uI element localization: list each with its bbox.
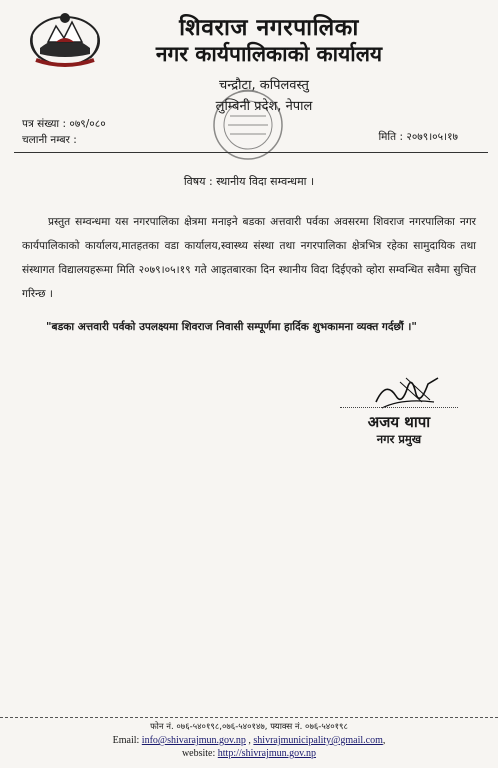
address-line-2: लुम्बिनी प्रदेश, नेपाल: [215, 99, 313, 114]
footer-divider: [0, 717, 498, 718]
footer-phone: फोन नं. ०७६-५४०१९८,०७६-५४०१४७, फ्याक्स नं. ०७६-५४०१९८: [150, 722, 348, 732]
website-link[interactable]: http://shivrajmun.gov.np: [217, 748, 317, 759]
footer-email-line: [0, 734, 498, 747]
email-label: Email:: [112, 735, 142, 746]
office-title: नगर कार्यपालिकाको कार्यालय: [155, 42, 383, 66]
header-divider: [14, 152, 488, 153]
footer: [0, 721, 498, 760]
website-label: website:: [181, 748, 218, 759]
greeting-message: "बडका अत्तवारी पर्वको उपलक्ष्यमा शिवराज निवासी सम्पूर्णमा हार्दिक शुभकामना व्यक्त गर्दछौं ।": [46, 321, 417, 333]
letter-number: पत्र संख्या : ०७९/०८०: [22, 118, 106, 130]
dispatch-number: चलानी नम्बर :: [22, 134, 77, 146]
subject-line: विषय : स्थानीय विदा सम्वन्धमा ।: [183, 175, 315, 188]
address-line-1: चन्द्रौटा, कपिलवस्तु: [219, 78, 309, 93]
email-separator: ,: [245, 735, 254, 746]
reference-block: [22, 116, 106, 148]
municipality-title: शिवराज नगरपालिका: [179, 15, 359, 41]
footer-website-line: [0, 747, 498, 760]
letter-body: प्रस्तुत सम्वन्धमा यस नगरपालिका क्षेत्रमा मनाइने बडका अत्तवारी पर्वका अवसरमा शिवराज नगरपालिका नगर कार्यपालिकाको कार्यालय,मातहतका वडा कार्यालय,स्वास्थ्य संस्था तथा नगरपालिका क्षेत्रभित्र रहेका सामुदायिक तथा संस्थागत विद्यालयहरूमा मिति २०७९।०५।१९ गते आइतबारका दिन स्थानीय विदा दिईएको व्होरा सम्वन्धित सवैमा सुचित गरिन्छ ।: [22, 216, 476, 300]
email-end: ,: [382, 735, 386, 746]
letter-date: मिति : २०७९।०५।१७: [378, 131, 458, 143]
handwritten-signature: [372, 372, 442, 412]
email-link-info[interactable]: info@shivarajmun.gov.np: [141, 735, 246, 746]
signature-line: [340, 407, 458, 408]
signatory-name: अजय थापा: [367, 413, 431, 431]
email-link-gmail[interactable]: shivrajmunicipality@gmail.com: [253, 735, 383, 746]
signatory-role: नगर प्रमुख: [376, 432, 422, 446]
